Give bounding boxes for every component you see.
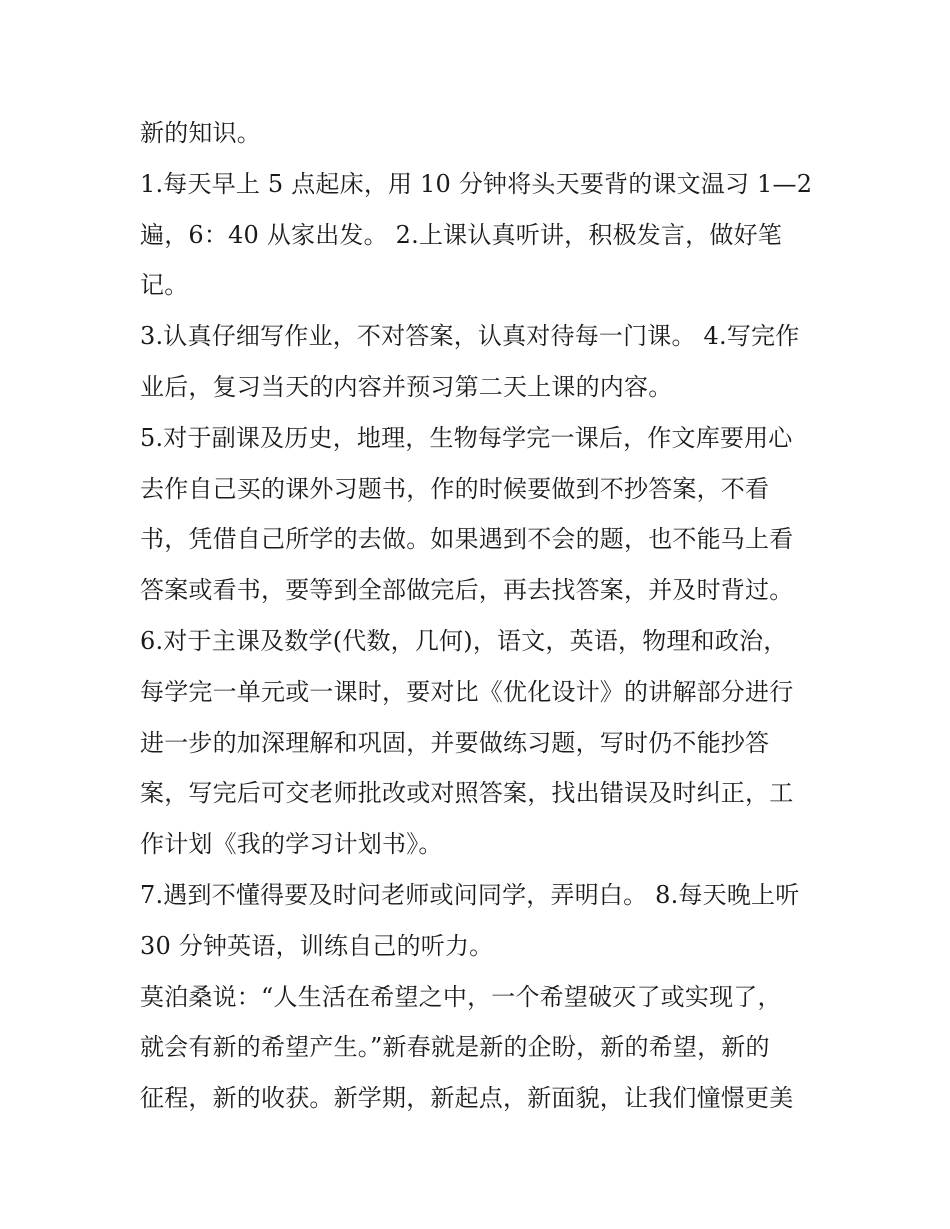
text-line: 每学完一单元或一课时，要对比《优化设计》的讲解部分进行 xyxy=(140,677,794,706)
text-line: 新的知识。 xyxy=(140,119,261,147)
text-line: 记。 xyxy=(140,271,189,300)
text-line: 进一步的加深理解和巩固，并要做练习题，写时仍不能抄答 xyxy=(140,728,770,757)
text-line: 去作自己买的课外习题书，作的时候要做到不抄答案，不看 xyxy=(140,474,770,503)
text-line: 1.每天早上 5 点起床，用 10 分钟将头天要背的课文温习 1—2 xyxy=(140,169,813,198)
text-line: 3.认真仔细写作业，不对答案，认真对待每一门课。 4.写完作 xyxy=(140,322,800,351)
text-line: 遍，6：40 从家出发。 2.上课认真听讲，积极发言，做好笔 xyxy=(140,220,782,249)
text-line: 业后，复习当天的内容并预习第二天上课的内容。 xyxy=(140,372,673,401)
text-line: 书，凭借自己所学的去做。如果遇到不会的题，也不能马上看 xyxy=(140,525,794,554)
text-line: 作计划《我的学习计划书》。 xyxy=(140,830,443,859)
text-line: 30 分钟英语，训练自己的听力。 xyxy=(140,931,494,960)
text-line: 莫泊桑说：“人生活在希望之中，一个希望破灭了或实现了， xyxy=(140,982,782,1011)
text-line: 征程，新的收获。新学期，新起点，新面貌，让我们憧憬更美 xyxy=(140,1084,794,1113)
document-body xyxy=(140,108,830,1124)
text-line: 5.对于副课及历史，地理，生物每学完一课后，作文库要用心 xyxy=(140,423,793,452)
text-line: 答案或看书，要等到全部做完后，再去找答案，并及时背过。 xyxy=(140,576,794,605)
text-line: 就会有新的希望产生。”新春就是新的企盼，新的希望，新的 xyxy=(140,1033,770,1062)
text-line: 6.对于主课及数学(代数，几何)，语文，英语，物理和政治， xyxy=(140,626,788,655)
text-line: 7.遇到不懂得要及时问老师或问同学，弄明白。 8.每天晚上听 xyxy=(140,880,800,909)
text-line: 案，写完后可交老师批改或对照答案，找出错误及时纠正，工 xyxy=(140,779,794,808)
